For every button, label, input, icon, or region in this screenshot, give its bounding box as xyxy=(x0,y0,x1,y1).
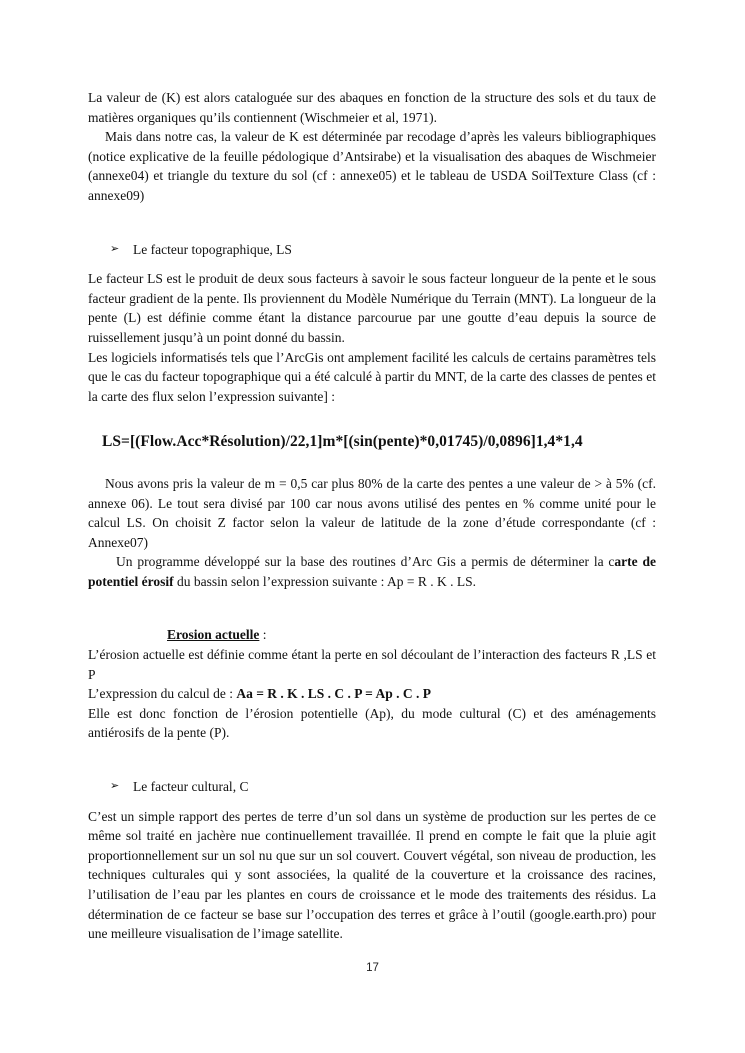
erosion-section-title xyxy=(88,625,656,645)
intro-paragraph-1: La valeur de (K) est alors cataloguée sur des abaques en fonction de la structure des sols et du taux de matières organiques qu’ils contiennent (Wischmeier et al, 1971). xyxy=(88,90,656,125)
erosion-expression-formula: Aa = R . K . LS . C . P = Ap . C . P xyxy=(236,686,431,702)
intro-paragraph-2: Mais dans notre cas, la valeur de K est déterminée par recodage d’après les valeurs bibliographiques (notice explicative de la feuille pédologique d’Antsirabe) et la visualisation des abaques de Wischmeier (annexe04) et triangle du texture du sol (cf : annexe05) et le tableau de USDA SoilTexture Class (cf : annexe09) xyxy=(88,129,656,203)
erosion-title-suffix: : xyxy=(259,627,267,643)
ls-formula: LS=[(Flow.Acc*Résolution)/22,1]m*[(sin(pente)*0,01745)/0,0896]1,4*1,4 xyxy=(102,433,583,451)
ls-paragraph-4 xyxy=(88,552,656,591)
erosion-paragraph-1: L’érosion actuelle est définie comme étant la perte en sol découlant de l’interaction des facteurs R ,LS et P xyxy=(88,647,656,682)
arrow-bullet-icon: ➢ xyxy=(110,780,120,793)
page-number: 17 xyxy=(366,962,379,974)
ls-heading xyxy=(88,240,656,260)
erosion-expression xyxy=(88,684,656,704)
document-page xyxy=(88,88,656,944)
ls-paragraph-4-start: Un programme développé sur la base des routines d’Arc Gis a permis de déterminer la c xyxy=(116,554,615,570)
ls-paragraph-4-end: du bassin selon l’expression suivante : Ap = R . K . LS. xyxy=(173,573,476,589)
potential-erosion-map-term: arte de potentiel érosif xyxy=(88,554,656,589)
ls-paragraph-2: Les logiciels informatisés tels que l’ArcGis ont amplement facilité les calculs de certains paramètres tels que le cas du facteur topographique qui a été calculé à partir du MNT, de la carte des classes de pentes et la carte des flux selon l’expression suivante] : xyxy=(88,349,656,404)
erosion-paragraph-2: Elle est donc fonction de l’érosion potentielle (Ap), du mode cultural (C) et des aménagements antiérosifs de la pente (P). xyxy=(88,705,656,741)
ls-paragraph-1: Le facteur LS est le produit de deux sous facteurs à savoir le sous facteur longueur de la pente et le sous facteur gradient de la pente. Ils proviennent du Modèle Numérique du Terrain (MNT). La longueur de la pente (L) est définie comme étant la distance parcourue par une goutte d’eau depuis la source de ruissellement jusqu’à un point donné du bassin. xyxy=(88,271,656,345)
c-paragraph-1: C’est un simple rapport des pertes de terre d’un sol dans un système de production sur les pertes de ce même sol traité en jachère nue continuellement travaillée. Il prend en compte le fait que la pluie agit proportionnellement sur un sol nu que sur un sol couvert. Couvert végétal, son niveau de production, les techniques culturales qui y sont associées, la qualité de la couverture et la croissance des racines, l’utilisation de l’eau par les plantes en cours de croissance et le mode des traitements des résidus. La détermination de ce facteur se base sur l’occupation des terres et grâce à l’outil (google.earth.pro) pour une meilleure visualisation de l’image satellite. xyxy=(88,808,656,942)
arrow-bullet-icon: ➢ xyxy=(110,242,120,255)
c-heading xyxy=(88,777,656,797)
erosion-expression-label: L’expression du calcul de : xyxy=(88,686,237,702)
ls-paragraph-3: Nous avons pris la valeur de m = 0,5 car plus 80% de la carte des pentes a une valeur de > à 5% (cf. annexe 06). Le tout sera divisé par 100 car nous avons utilisé des pentes en % comme unité pour le calcul LS. On choisit Z factor selon la valeur de latitude de la zone d’étude correspondante (cf : Annexe07) xyxy=(88,475,656,550)
erosion-title-text: Erosion actuelle xyxy=(167,627,260,643)
ls-heading-text: Le facteur topographique, LS xyxy=(133,241,292,257)
c-heading-text: Le facteur cultural, C xyxy=(133,779,249,795)
